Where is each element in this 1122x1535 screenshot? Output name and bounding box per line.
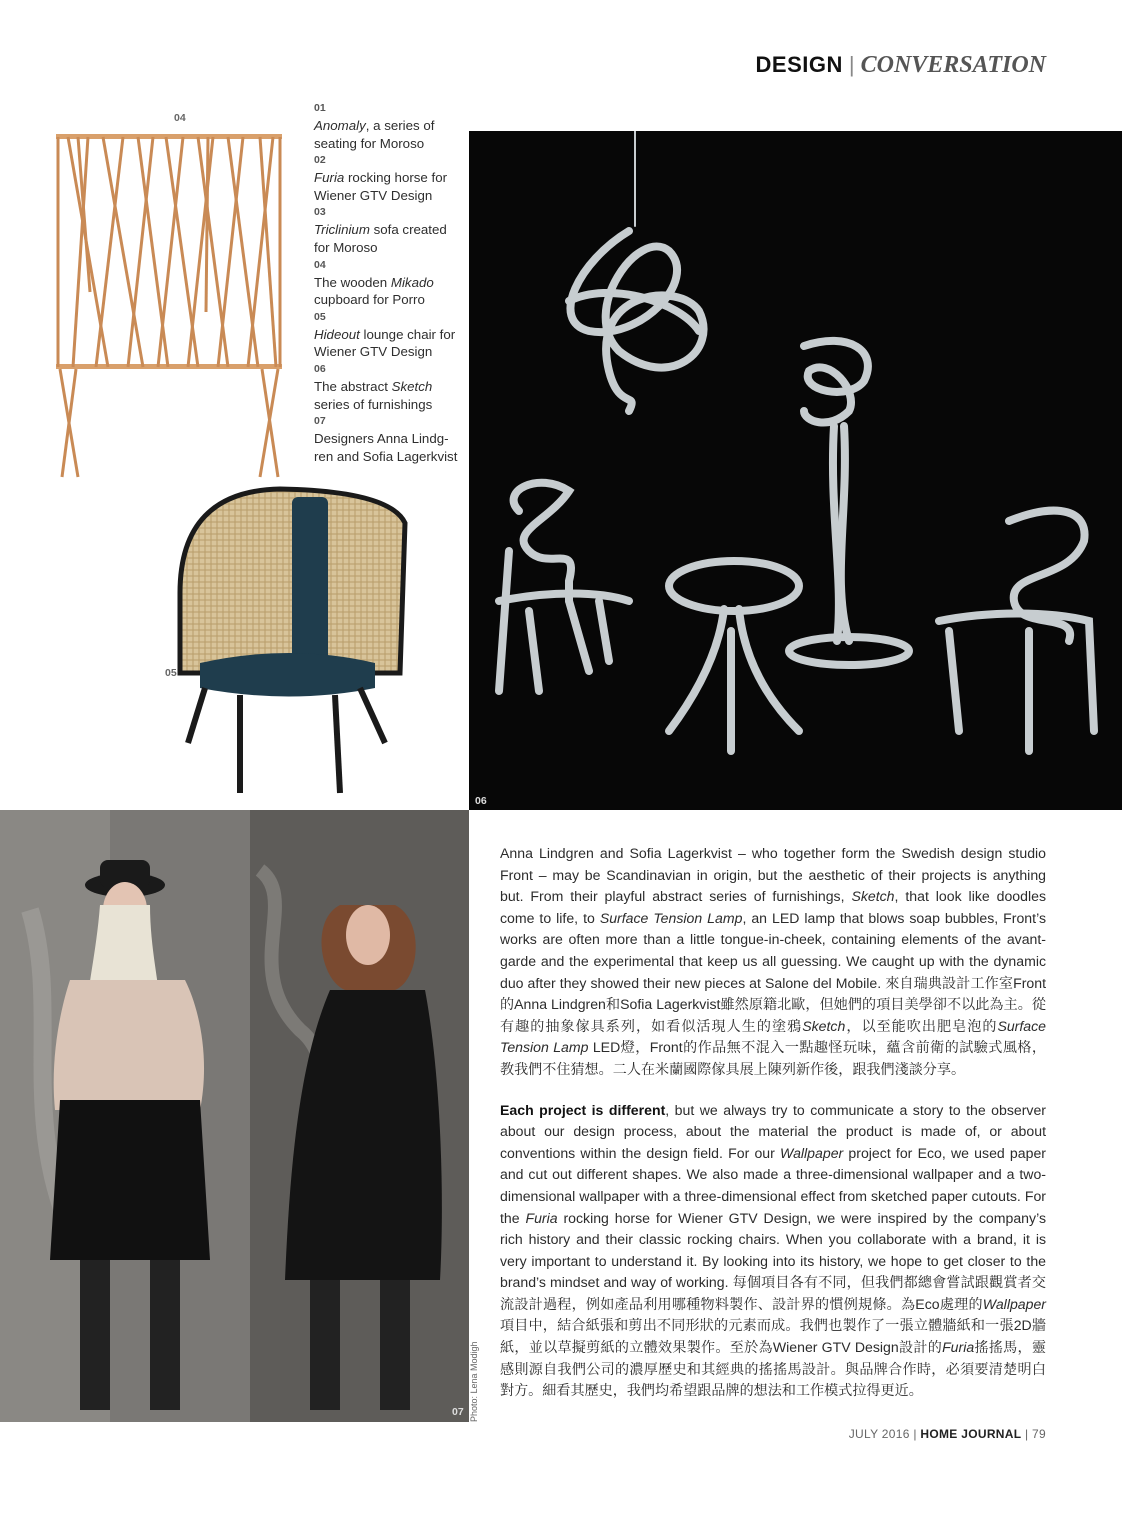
figure-number: 07 <box>452 1406 464 1418</box>
article-body <box>500 843 1046 1421</box>
caption-number: 06 <box>314 362 326 375</box>
caption-number: 03 <box>314 206 326 219</box>
figure-number: 05 <box>165 667 177 679</box>
caption-item <box>314 204 464 256</box>
caption-title: Furia <box>314 170 345 186</box>
figure-number: 04 <box>174 112 186 124</box>
caption-title: Mikado <box>390 274 434 290</box>
caption-number: 04 <box>314 258 326 271</box>
header-separator: | <box>848 52 855 77</box>
figure-number: 06 <box>475 795 487 807</box>
italic-run: Furia <box>525 1209 558 1226</box>
section-header <box>756 52 1046 79</box>
italic-run: Sketch <box>802 1017 846 1034</box>
caption-prefix: The abstract <box>314 378 392 394</box>
caption-list <box>314 100 464 465</box>
caption-number: 07 <box>314 415 326 428</box>
photo-credit: Photo: Lena Modigh <box>469 1341 479 1422</box>
figure-portrait <box>0 810 469 1422</box>
caption-title: Triclinium <box>314 222 370 238</box>
caption-title: Anomaly <box>314 118 366 133</box>
text-run: , that look like doodles come to life, to <box>500 888 1046 926</box>
text-run: , but we always try to communicate a story to the observer about our design process, about the material the product is made of, or about conventions within the design field. For our <box>500 1101 1046 1161</box>
text-run: 搖搖馬，靈感則源自我們公司的濃厚歷史和其經典的搖搖馬設計。與品牌合作時，必須要清楚明白對方。細看其歷史，我們均希望跟品牌的想法和工作模式拉得更近。 <box>500 1339 1046 1399</box>
caption-text: rocking horse for Wiener GTV Design <box>314 170 448 203</box>
caption-title: Hideout <box>314 326 360 342</box>
magazine-name: HOME JOURNAL <box>920 1427 1022 1441</box>
text-run: 項目中，結合紙張和剪出不同形狀的元素而成。我們也製作了一張立體牆紙和一張2D牆紙，並以草擬剪紙的立體效果製作。至於為Wiener GTV Design設計的 <box>500 1317 1046 1356</box>
page-number: 79 <box>1032 1427 1046 1441</box>
caption-prefix: The wooden <box>314 274 391 290</box>
chair-illustration <box>160 483 420 803</box>
italic-run: Furia <box>942 1339 975 1356</box>
caption-text: , a series of seating for Moroso <box>314 118 435 151</box>
caption-item <box>314 413 464 465</box>
portrait-illustration <box>0 810 469 1422</box>
italic-run: Surface Tension Lamp <box>599 909 743 926</box>
figure-chair <box>160 483 420 803</box>
caption-text: Designers Anna Lindg-ren and Sofia Lagerkvist <box>314 431 458 464</box>
sketch-furniture-illustration <box>469 131 1122 810</box>
caption-number: 02 <box>314 154 326 167</box>
text-run: Anna Lindgren and Sofia Lagerkvist – who together form the Swedish design studio Front – may be Scandinavian in origin, but the aesthetic of their projects is anything but. From their playful abstract series of furnishings, <box>500 845 1046 905</box>
caption-text: lounge chair for Wiener GTV Design <box>314 326 456 360</box>
issue-date: JULY 2016 <box>848 1427 910 1441</box>
article-paragraph <box>500 1100 1046 1402</box>
footer-separator: | <box>1024 1427 1029 1441</box>
text-run: LED燈，Front的作品無不混入一點趣怪玩味，蘊含前衛的試驗式風格，教我們不住猜想。二人在米蘭國際傢具展上陳列新作後，跟我們淺談分享。 <box>500 1039 1046 1077</box>
article-paragraph <box>500 843 1046 1081</box>
caption-number: 05 <box>314 310 326 323</box>
italic-run: Surface Tension Lamp <box>500 1017 1047 1056</box>
caption-number: 01 <box>314 102 326 114</box>
page-footer <box>849 1427 1046 1441</box>
text-run: project for Eco, we used paper and cut out different shapes. We also made a three-dimensional wallpaper and a two-dimensional wallpaper with a three-dimensional effect from sketched paper cutouts. For the <box>500 1144 1046 1226</box>
figure-sketch-series <box>469 131 1122 810</box>
text-run: ，以至能吹出肥皂泡的 <box>845 1017 998 1034</box>
footer-separator: | <box>913 1427 917 1441</box>
italic-run: Wallpaper <box>780 1144 844 1161</box>
caption-item <box>314 100 464 152</box>
text-run: rocking horse for Wiener GTV Design, we were inspired by the company’s rich history and their classic rocking chairs. When you collaborate with a brand, it is very important to understand it. By looking into its history, we hope to get closer to the brand’s mindset and way of working. 每個項目各有不同，但我們都總會嘗試跟觀賞者交流設計過程，例如產品利用哪種物料製作、設計界的慣例規條。為Eco處理的 <box>500 1209 1046 1312</box>
figure-cupboard <box>48 112 298 487</box>
caption-title: Sketch <box>391 378 433 394</box>
caption-item <box>314 257 464 309</box>
caption-item <box>314 309 464 361</box>
section-subtitle: CONVERSATION <box>860 52 1046 78</box>
caption-text: sofa created for Moroso <box>314 222 447 255</box>
text-run: , an LED lamp that blows soap bubbles, Front’s works are often more than a little tongue-in-cheek, containing elements of the avant-garde and the experimental that keep us all guessing. We caught up with the dynamic duo after they showed their new pieces at Salone del Mobile. 來自瑞典設計工作室Front的Anna Lindgren和Sofia Lagerkvist雖然原籍北歐，但她們的項目美學卻不以此為主。從有趣的抽象傢具系列，如看似活現人生的塗鴉 <box>500 909 1046 1034</box>
caption-item <box>314 152 464 204</box>
italic-run: Sketch <box>851 888 895 905</box>
caption-item <box>314 361 464 413</box>
section-title: DESIGN <box>755 52 843 77</box>
cupboard-illustration <box>48 112 298 487</box>
caption-text: cupboard for Porro <box>314 292 425 308</box>
caption-text: series of furnishings <box>314 396 433 412</box>
lead-in: Each project is different <box>500 1101 666 1118</box>
italic-run: Wallpaper <box>982 1295 1046 1312</box>
